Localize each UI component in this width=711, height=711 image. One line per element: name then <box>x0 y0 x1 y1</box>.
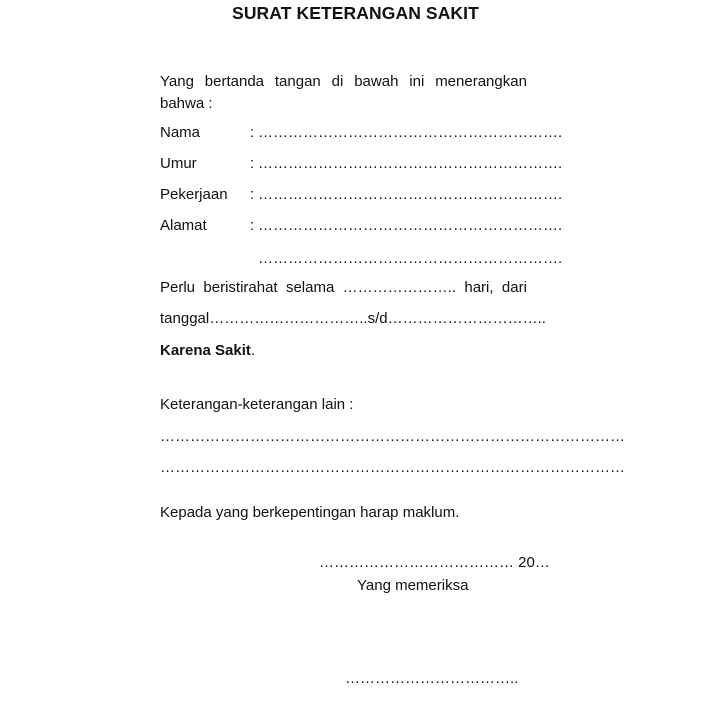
days-blank[interactable]: ………………….. <box>342 279 457 296</box>
field-value-blank[interactable]: ……………………………………………………. <box>258 217 563 234</box>
signature-role: Yang memeriksa <box>357 577 469 594</box>
field-colon: : <box>250 124 255 141</box>
intro-word: bawah <box>354 73 399 90</box>
other-notes-blank-1[interactable]: ………………………………………………………………………………… <box>160 428 625 445</box>
rest-word: Perlu <box>160 279 196 296</box>
reason-suffix: . <box>250 342 256 359</box>
intro-word: menerangkan <box>435 73 527 90</box>
intro-word: tangan <box>274 73 321 90</box>
rest-period-line-1 <box>160 279 527 297</box>
intro-word: di <box>331 73 344 90</box>
address-continuation-blank[interactable]: ……………………………………………………. <box>258 250 563 267</box>
closing-statement: Kepada yang berkepentingan harap maklum. <box>160 504 460 521</box>
end-date-blank[interactable]: ………………………….. <box>387 310 546 327</box>
place-date-blank[interactable]: ………………………………… 20… <box>319 554 550 571</box>
start-date-blank[interactable]: ………………………….. <box>209 310 368 327</box>
rest-word: dari <box>501 279 527 296</box>
signature-name-blank[interactable]: …………………………….. <box>345 670 519 687</box>
intro-line-1 <box>160 73 527 91</box>
field-value-blank[interactable]: ……………………………………………………. <box>258 186 563 203</box>
field-label: Pekerjaan <box>160 186 228 203</box>
field-value-blank[interactable]: ……………………………………………………. <box>258 124 563 141</box>
rest-word: s/d <box>367 310 388 327</box>
field-value-blank[interactable]: ……………………………………………………. <box>258 155 563 172</box>
document-title: SURAT KETERANGAN SAKIT <box>232 3 479 23</box>
field-label: Nama <box>160 124 201 141</box>
other-notes-label: Keterangan-keterangan lain : <box>160 396 354 413</box>
rest-word: tanggal <box>160 310 210 327</box>
other-notes-blank-2[interactable]: ………………………………………………………………………………… <box>160 459 625 476</box>
intro-word: ini <box>409 73 425 90</box>
rest-word: selama <box>285 279 335 296</box>
reason-bold: Karena Sakit <box>160 342 251 359</box>
field-label: Alamat <box>160 217 207 234</box>
rest-word: hari, <box>464 279 494 296</box>
field-colon: : <box>250 217 255 234</box>
field-colon: : <box>250 186 255 203</box>
intro-word: bertanda <box>204 73 265 90</box>
rest-word: beristirahat <box>203 279 278 296</box>
rest-period-line-2 <box>160 310 546 328</box>
field-colon: : <box>250 155 255 172</box>
intro-line-2: bahwa : <box>160 95 213 112</box>
reason <box>160 342 255 360</box>
intro-word: Yang <box>160 73 194 90</box>
field-label: Umur <box>160 155 197 172</box>
